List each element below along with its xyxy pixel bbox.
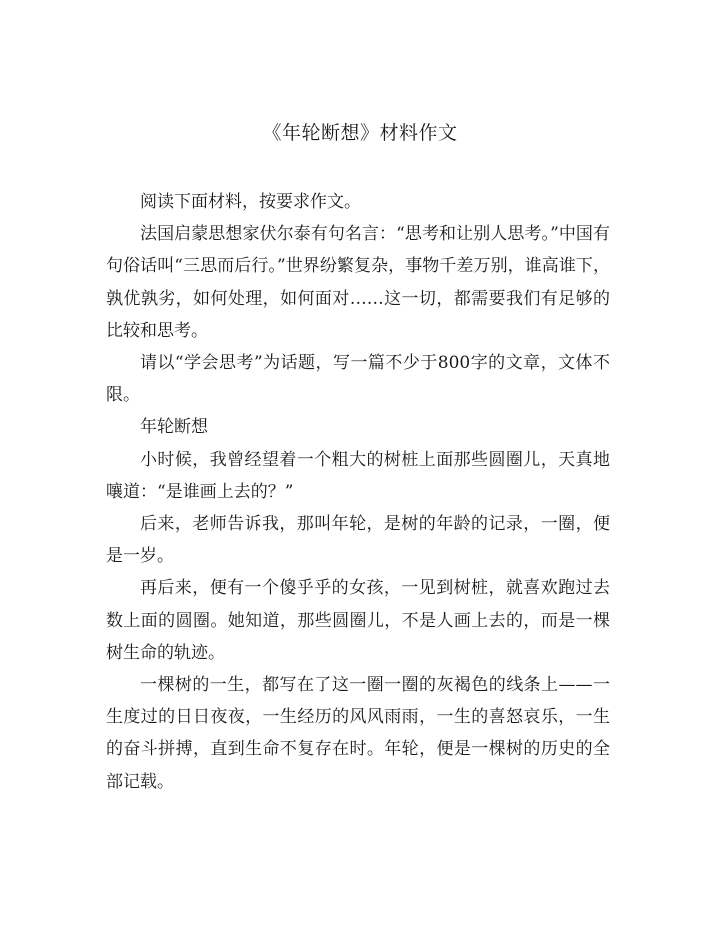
paragraph-instruction: 阅读下面材料，按要求作文。 <box>140 192 361 212</box>
document-body <box>106 186 610 798</box>
paragraph-prompt: 请以“学会思考”为话题，写一篇不少于800字的文章，文体不限。 <box>106 353 610 406</box>
document-title: 《年轮断想》材料作文 <box>262 122 458 144</box>
essay-paragraph: 一棵树的一生，都写在了这一圈一圈的灰褐色的线条上——一生度过的日日夜夜，一生经历的风风雨雨，一生的喜怒哀乐，一生的奋斗拼搏，直到生命不复存在时。年轮，便是一棵树的历史的全部记载。 <box>106 675 610 792</box>
essay-title: 年轮断想 <box>140 417 208 438</box>
paragraph-material: 法国启蒙思想家伏尔泰有句名言：“思考和让别人思考。”中国有句俗话叫“三思而后行。”世界纷繁复杂，事物千差万别，谁高谁下，孰优孰劣，如何处理，如何面对……这一切，都需要我们有足够的比较和思考。 <box>106 224 610 341</box>
essay-paragraph: 再后来，便有一个傻乎乎的女孩，一见到树桩，就喜欢跑过去数上面的圆圈。她知道，那些圆圈儿，不是人画上去的，而是一棵树生命的轨迹。 <box>106 578 610 663</box>
essay-paragraph: 后来，老师告诉我，那叫年轮，是树的年龄的记录，一圈，便是一岁。 <box>106 514 610 567</box>
essay-paragraph: 小时候，我曾经望着一个粗大的树桩上面那些圆圈儿，天真地嚷道：“是谁画上去的？” <box>106 449 610 502</box>
